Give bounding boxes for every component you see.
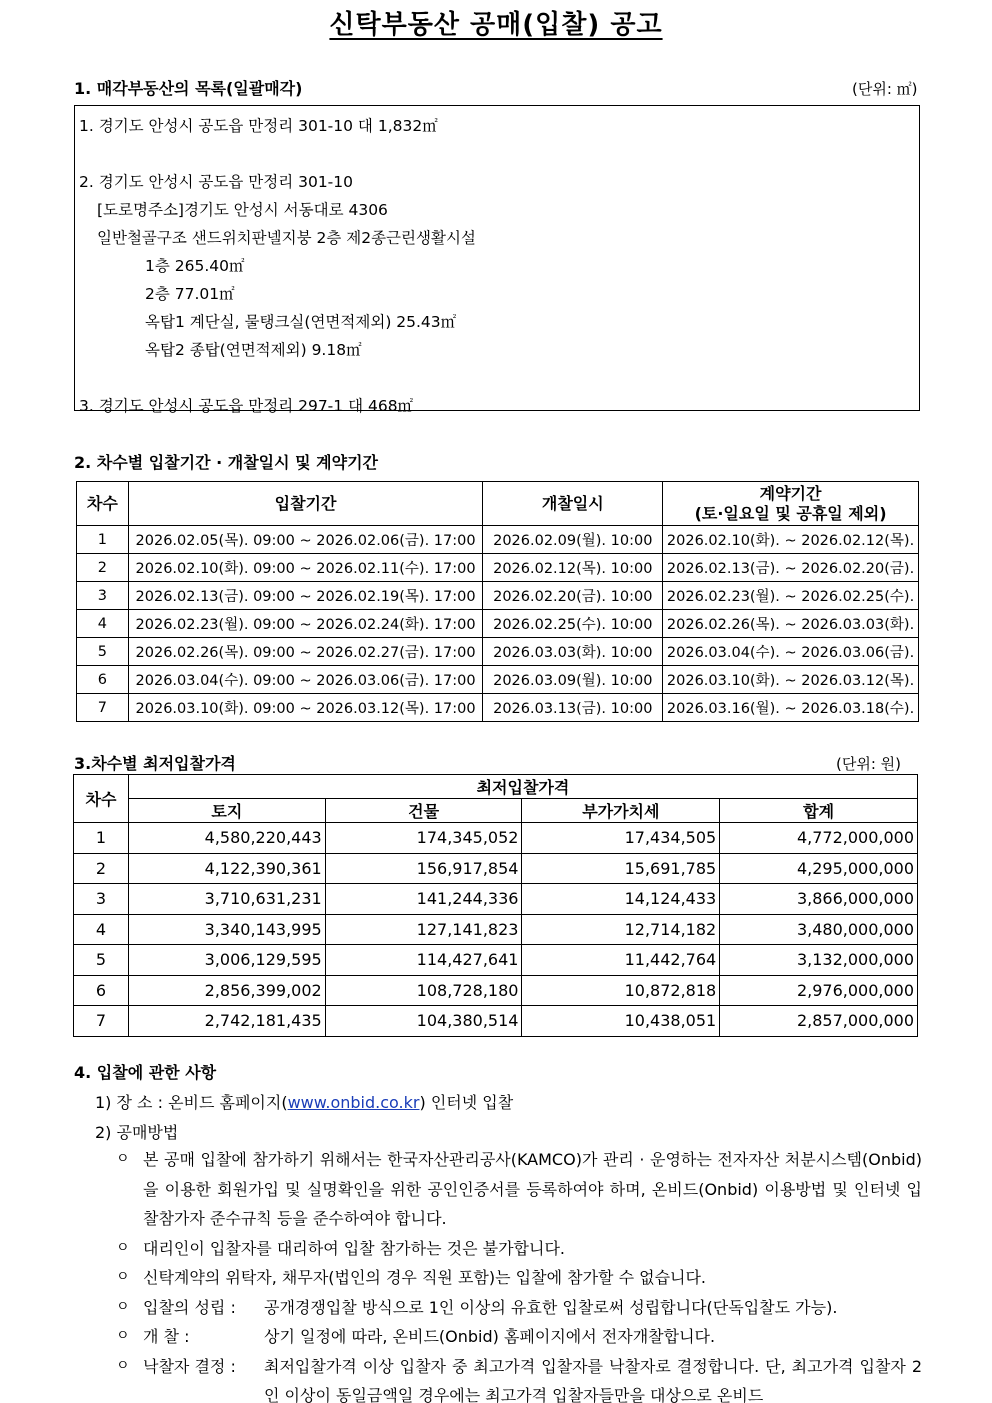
table-row xyxy=(77,610,919,638)
table-cell: 2026.03.03(화). 10:00 xyxy=(483,638,663,666)
property-line: 2층 77.01㎡ xyxy=(145,285,235,303)
table-cell: 2026.03.09(월). 10:00 xyxy=(483,666,663,694)
table-cell: 12,714,182 xyxy=(522,914,720,945)
table-cell: 108,728,180 xyxy=(325,975,522,1006)
table-cell: 2026.02.10(화). 09:00 ~ 2026.02.11(수). 17:00 xyxy=(128,554,483,582)
table-cell: 3 xyxy=(74,884,129,915)
table-cell: 2026.02.13(금). ~ 2026.02.20(금). xyxy=(663,554,919,582)
table-cell: 5 xyxy=(77,638,129,666)
table-cell: 2026.02.09(월). 10:00 xyxy=(483,526,663,554)
section1-unit: (단위: ㎡) xyxy=(852,80,918,98)
table-cell: 2026.03.16(월). ~ 2026.03.18(수). xyxy=(663,694,919,722)
section2-heading: 2. 차수별 입찰기간 · 개찰일시 및 계약기간 xyxy=(74,453,379,472)
table-cell: 3,710,631,231 xyxy=(128,884,325,915)
property-line: 일반철골구조 샌드위치판넬지붕 2층 제2종근린생활시설 xyxy=(97,229,476,247)
table-cell: 4 xyxy=(74,914,129,945)
table-cell: 7 xyxy=(77,694,129,722)
table-cell: 114,427,641 xyxy=(325,945,522,976)
table-cell: 15,691,785 xyxy=(522,853,720,884)
table-cell: 2026.02.20(금). 10:00 xyxy=(483,582,663,610)
onbid-link[interactable]: www.onbid.co.kr xyxy=(287,1093,420,1112)
table-cell: 11,442,764 xyxy=(522,945,720,976)
bullet-marker: ㅇ xyxy=(116,1357,130,1374)
table-cell: 156,917,854 xyxy=(325,853,522,884)
col-header-vat: 부가가치세 xyxy=(522,799,720,823)
property-line: 옥탑2 종탑(연면적제외) 9.18㎡ xyxy=(145,341,362,359)
bid-place: 1) 장 소 : 온비드 홈페이지(www.onbid.co.kr) 인터넷 입찰 xyxy=(95,1093,514,1112)
bullet-marker: ㅇ xyxy=(116,1151,130,1167)
table-cell: 4 xyxy=(77,610,129,638)
property-line: 1층 265.40㎡ xyxy=(145,257,245,275)
list-item: ㅇ 개 찰 : 상기 일정에 따라, 온비드(Onbid) 홈페이지에서 전자개찰합니다. xyxy=(116,1322,922,1352)
property-line: 2. 경기도 안성시 공도읍 만정리 301-10 xyxy=(79,173,354,191)
bid-info xyxy=(95,1088,513,1148)
bid-method-label: 2) 공매방법 xyxy=(95,1123,179,1142)
table-row xyxy=(74,1006,918,1037)
table-row xyxy=(74,975,918,1006)
table-row xyxy=(74,945,918,976)
table-cell: 3,132,000,000 xyxy=(720,945,918,976)
section1-heading: 1. 매각부동산의 목록(일괄매각) xyxy=(74,79,303,98)
table-cell: 2026.02.26(목). 09:00 ~ 2026.02.27(금). 17:00 xyxy=(128,638,483,666)
table-cell: 4,295,000,000 xyxy=(720,853,918,884)
table-cell: 4,772,000,000 xyxy=(720,823,918,854)
table-cell: 174,345,052 xyxy=(325,823,522,854)
table-cell: 2026.02.25(수). 10:00 xyxy=(483,610,663,638)
table-cell: 104,380,514 xyxy=(325,1006,522,1037)
table-row xyxy=(77,526,919,554)
table-cell: 5 xyxy=(74,945,129,976)
bullet-marker: ㅇ xyxy=(116,1239,130,1256)
table-cell: 2026.03.13(금). 10:00 xyxy=(483,694,663,722)
table-cell: 1 xyxy=(77,526,129,554)
table-cell: 2,976,000,000 xyxy=(720,975,918,1006)
table-row xyxy=(77,666,919,694)
property-line: 1. 경기도 안성시 공도읍 만정리 301-10 대 1,832㎡ xyxy=(79,117,438,135)
table-cell: 2 xyxy=(77,554,129,582)
table-row xyxy=(74,884,918,915)
table-cell: 2026.02.10(화). ~ 2026.02.12(목). xyxy=(663,526,919,554)
table-cell: 7 xyxy=(74,1006,129,1037)
table-cell: 10,872,818 xyxy=(522,975,720,1006)
section3-heading: 3.차수별 최저입찰가격 xyxy=(74,754,236,773)
col-header-bid-period: 입찰기간 xyxy=(128,482,483,526)
list-item: ㅇ 대리인이 입찰자를 대리하여 입찰 참가하는 것은 불가합니다. xyxy=(116,1234,922,1264)
schedule-table xyxy=(76,481,919,722)
table-cell: 2026.02.26(목). ~ 2026.03.03(화). xyxy=(663,610,919,638)
property-line: 옥탑1 계단실, 물탱크실(연면적제외) 25.43㎡ xyxy=(145,313,457,331)
table-cell: 6 xyxy=(77,666,129,694)
list-item: ㅇ 낙찰자 결정 : 최저입찰가격 이상 입찰자 중 최고가격 입찰자를 낙찰자로 결정합니다. 단, 최고가격 입찰자 2인 이상이 동일금액일 경우에는 최고가격 입찰자들만을 대상으로 온비드 xyxy=(116,1352,922,1403)
table-cell: 14,124,433 xyxy=(522,884,720,915)
table-cell: 2026.02.13(금). 09:00 ~ 2026.02.19(목). 17:00 xyxy=(128,582,483,610)
bullet-marker: ㅇ xyxy=(116,1269,130,1285)
table-cell: 2026.03.10(화). 09:00 ~ 2026.03.12(목). 17:00 xyxy=(128,694,483,722)
list-item: ㅇ 본 공매 입찰에 참가하기 위해서는 한국자산관리공사(KAMCO)가 관리 · 운영하는 전자자산 처분시스템(Onbid)을 이용한 회원가입 및 실명확인을 위한 공인인증서를 등록하여야 하며, 온비드(Onbid) 이용방법 및 인터넷 입찰참가자 준수규칙 등을 준수하여야 합니다. xyxy=(116,1145,922,1234)
table-cell: 17,434,505 xyxy=(522,823,720,854)
table-row xyxy=(77,638,919,666)
col-header-land: 토지 xyxy=(128,799,325,823)
table-cell: 3,340,143,995 xyxy=(128,914,325,945)
col-header-min-price: 최저입찰가격 xyxy=(128,775,917,799)
table-row xyxy=(77,554,919,582)
price-table xyxy=(73,774,918,1037)
table-cell: 3,006,129,595 xyxy=(128,945,325,976)
bullet-marker: ㅇ xyxy=(116,1328,130,1344)
table-cell: 6 xyxy=(74,975,129,1006)
table-cell: 4,122,390,361 xyxy=(128,853,325,884)
col-header-round: 차수 xyxy=(77,482,129,526)
property-line: 3. 경기도 안성시 공도읍 만정리 297-1 대 468㎡ xyxy=(79,397,414,415)
table-cell: 2,742,181,435 xyxy=(128,1006,325,1037)
table-cell: 3,866,000,000 xyxy=(720,884,918,915)
table-cell: 3,480,000,000 xyxy=(720,914,918,945)
col-header-opening: 개찰일시 xyxy=(483,482,663,526)
table-cell: 127,141,823 xyxy=(325,914,522,945)
table-row xyxy=(74,914,918,945)
table-cell: 2026.02.23(월). ~ 2026.02.25(수). xyxy=(663,582,919,610)
col-header-building: 건물 xyxy=(325,799,522,823)
table-cell: 2,856,399,002 xyxy=(128,975,325,1006)
page-title: 신탁부동산 공매(입찰) 공고 xyxy=(329,10,663,40)
table-cell: 2026.02.12(목). 10:00 xyxy=(483,554,663,582)
property-line: [도로명주소]경기도 안성시 서동대로 4306 xyxy=(97,201,388,219)
table-cell: 2026.02.23(월). 09:00 ~ 2026.02.24(화). 17:00 xyxy=(128,610,483,638)
table-cell: 141,244,336 xyxy=(325,884,522,915)
table-cell: 2,857,000,000 xyxy=(720,1006,918,1037)
table-cell: 2026.03.04(수). ~ 2026.03.06(금). xyxy=(663,638,919,666)
table-row xyxy=(77,694,919,722)
col-header-contract: 계약기간 (토·일요일 및 공휴일 제외) xyxy=(663,482,919,526)
table-cell: 2026.02.05(목). 09:00 ~ 2026.02.06(금). 17:00 xyxy=(128,526,483,554)
bullet-marker: ㅇ xyxy=(116,1298,130,1315)
table-cell: 4,580,220,443 xyxy=(128,823,325,854)
table-cell: 2026.03.10(화). ~ 2026.03.12(목). xyxy=(663,666,919,694)
bid-method-list xyxy=(116,1145,922,1403)
table-row xyxy=(77,582,919,610)
table-cell: 3 xyxy=(77,582,129,610)
property-list-box xyxy=(74,105,920,415)
table-row xyxy=(74,853,918,884)
list-item: ㅇ 신탁계약의 위탁자, 채무자(법인의 경우 직원 포함)는 입찰에 참가할 수 없습니다. xyxy=(116,1263,922,1293)
section4-heading: 4. 입찰에 관한 사항 xyxy=(74,1063,217,1082)
table-cell: 2 xyxy=(74,853,129,884)
col-header-total: 합계 xyxy=(720,799,918,823)
table-row xyxy=(74,823,918,854)
list-item: ㅇ 입찰의 성립 : 공개경쟁입찰 방식으로 1인 이상의 유효한 입찰로써 성립합니다(단독입찰도 가능). xyxy=(116,1293,922,1323)
table-cell: 10,438,051 xyxy=(522,1006,720,1037)
section3-unit: (단위: 원) xyxy=(836,755,901,773)
table-cell: 1 xyxy=(74,823,129,854)
table-cell: 2026.03.04(수). 09:00 ~ 2026.03.06(금). 17:00 xyxy=(128,666,483,694)
col-header-round: 차수 xyxy=(74,775,129,823)
